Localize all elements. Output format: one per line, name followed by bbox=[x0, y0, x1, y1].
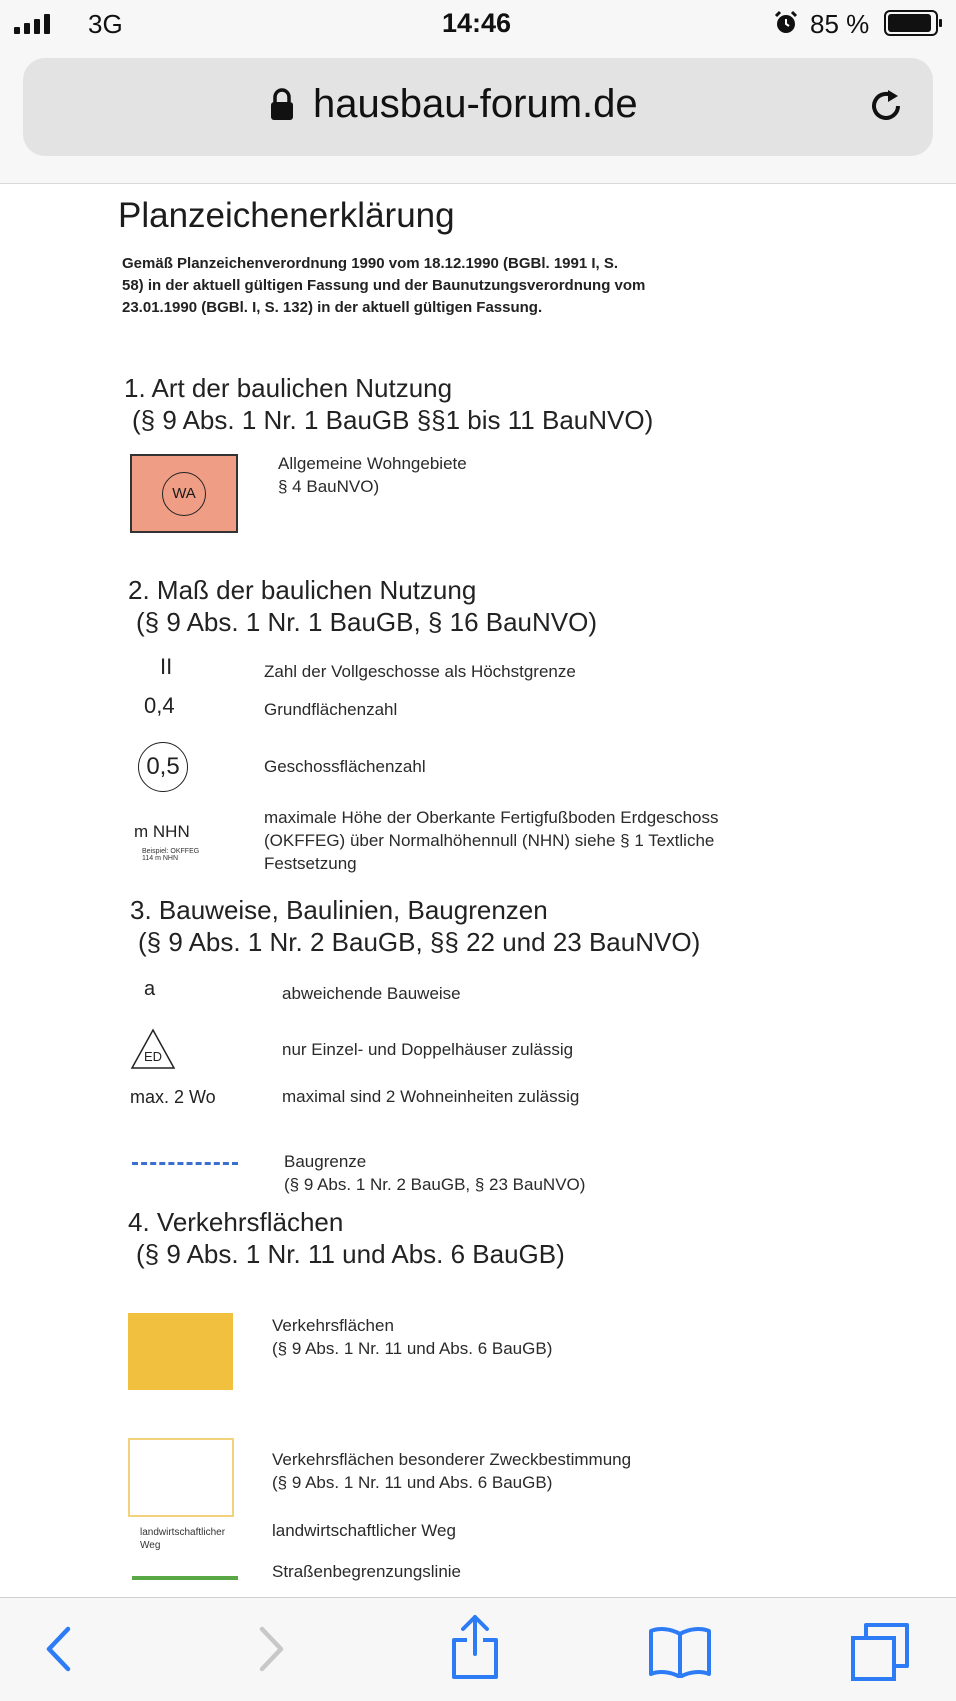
lock-icon bbox=[269, 88, 295, 127]
clock: 14:46 bbox=[442, 8, 512, 38]
address-bar[interactable] bbox=[23, 58, 933, 156]
label-line: (§ 9 Abs. 1 Nr. 11 und Abs. 6 BauGB) bbox=[272, 1339, 553, 1358]
symbol-grz: 0,4 bbox=[144, 693, 175, 718]
legend-label: Geschossflächenzahl bbox=[264, 757, 426, 776]
legend-label bbox=[264, 806, 719, 875]
label-line: Verkehrsflächen besonderer Zweckbestimmung bbox=[272, 1450, 632, 1469]
url-text: hausbau-forum.de bbox=[313, 82, 638, 126]
forward-icon[interactable] bbox=[256, 1626, 286, 1677]
triangle-ed-icon bbox=[130, 1028, 176, 1075]
label-line: Baugrenze bbox=[284, 1152, 367, 1171]
doc-intro bbox=[122, 253, 762, 319]
bookmarks-icon[interactable] bbox=[648, 1626, 712, 1683]
back-icon[interactable] bbox=[44, 1626, 74, 1677]
section-heading bbox=[130, 894, 700, 958]
intro-line: 58) in der aktuell gültigen Fassung und der Baunutzungsverordnung vom bbox=[122, 277, 646, 294]
wa-circle: WA bbox=[162, 472, 206, 516]
share-icon[interactable] bbox=[450, 1614, 500, 1685]
symbol-gfz: 0,5 bbox=[138, 742, 188, 792]
symbol-abweichend: a bbox=[144, 978, 156, 1000]
legend-label bbox=[278, 452, 467, 498]
status-bar bbox=[0, 0, 956, 48]
section-title: 1. Art der baulichen Nutzung bbox=[124, 373, 453, 403]
section-subtitle: (§ 9 Abs. 1 Nr. 2 BauGB, §§ 22 und 23 BauNVO) bbox=[138, 927, 701, 957]
tabs-icon[interactable] bbox=[850, 1622, 910, 1687]
triangle-ed-text: ED bbox=[143, 1049, 163, 1064]
section-title: 4. Verkehrsflächen bbox=[128, 1207, 344, 1237]
symbol-vollgeschosse: II bbox=[160, 654, 173, 679]
zweckbestimmung-swatch bbox=[128, 1438, 234, 1517]
label-line: Festsetzung bbox=[264, 854, 357, 873]
wa-symbol bbox=[130, 454, 238, 533]
legend-label: landwirtschaftlicher Weg bbox=[272, 1521, 456, 1540]
label-line: Allgemeine Wohngebiete bbox=[278, 454, 467, 473]
label-line: § 4 BauNVO) bbox=[278, 477, 380, 496]
legend-label bbox=[284, 1150, 585, 1196]
label-line: (OKFFEG) über Normalhöhennull (NHN) siehe § 1 Textliche bbox=[264, 831, 715, 850]
legend-label bbox=[272, 1314, 552, 1360]
section-subtitle: (§ 9 Abs. 1 Nr. 1 BauGB §§1 bis 11 BauNVO) bbox=[132, 405, 654, 435]
legend-label: Zahl der Vollgeschosse als Höchstgrenze bbox=[264, 662, 576, 681]
section-subtitle: (§ 9 Abs. 1 Nr. 1 BauGB, § 16 BauNVO) bbox=[136, 607, 598, 637]
label-line: (§ 9 Abs. 1 Nr. 11 und Abs. 6 BauGB) bbox=[272, 1473, 553, 1492]
bottom-toolbar bbox=[0, 1597, 956, 1701]
battery-icon bbox=[884, 9, 944, 42]
battery-percent: 85 % bbox=[810, 9, 870, 39]
nhn-example: Beispiel: OKFFEG bbox=[142, 848, 200, 855]
symbol-nhn bbox=[134, 822, 199, 862]
reload-icon[interactable] bbox=[866, 86, 906, 131]
alarm-icon bbox=[774, 10, 798, 41]
verkehrsflaeche-swatch bbox=[128, 1313, 233, 1390]
carrier-label: 3G bbox=[88, 9, 123, 39]
doc-title: Planzeichenerklärung bbox=[118, 196, 455, 235]
label-line: Verkehrsflächen bbox=[272, 1316, 394, 1335]
section-subtitle: (§ 9 Abs. 1 Nr. 11 und Abs. 6 BauGB) bbox=[136, 1239, 565, 1269]
legend-label bbox=[272, 1448, 631, 1494]
symbol-line: Weg bbox=[140, 1540, 161, 1551]
legend-label: Straßenbegrenzungslinie bbox=[272, 1562, 462, 1581]
legend-label: abweichende Bauweise bbox=[282, 984, 461, 1003]
section-heading bbox=[128, 574, 597, 638]
signal-icon bbox=[14, 14, 52, 39]
legend-label: nur Einzel- und Doppelhäuser zulässig bbox=[282, 1040, 574, 1059]
section-heading bbox=[128, 1206, 565, 1270]
section-title: 3. Bauweise, Baulinien, Baugrenzen bbox=[130, 895, 548, 925]
symbol-landw-weg bbox=[140, 1526, 225, 1552]
label-line: (§ 9 Abs. 1 Nr. 2 BauGB, § 23 BauNVO) bbox=[284, 1175, 586, 1194]
symbol-max-wo: max. 2 Wo bbox=[130, 1087, 216, 1107]
legend-label: Grundflächenzahl bbox=[264, 700, 398, 719]
nhn-text: m NHN bbox=[134, 822, 190, 841]
symbol-line: landwirtschaftlicher bbox=[140, 1527, 226, 1538]
baugrenze-line bbox=[132, 1162, 238, 1165]
intro-line: Gemäß Planzeichenverordnung 1990 vom 18.12.1990 (BGBl. 1991 I, S. bbox=[122, 255, 619, 272]
nhn-example: 114 m NHN bbox=[142, 855, 179, 862]
strassenbegrenzung-line bbox=[132, 1576, 238, 1580]
section-title: 2. Maß der baulichen Nutzung bbox=[128, 575, 477, 605]
section-heading bbox=[124, 372, 653, 436]
intro-line: 23.01.1990 (BGBl. I, S. 132) in der aktuell gültigen Fassung. bbox=[122, 299, 543, 316]
legend-label: maximal sind 2 Wohneinheiten zulässig bbox=[282, 1087, 580, 1106]
label-line: maximale Höhe der Oberkante Fertigfußboden Erdgeschoss bbox=[264, 808, 719, 827]
